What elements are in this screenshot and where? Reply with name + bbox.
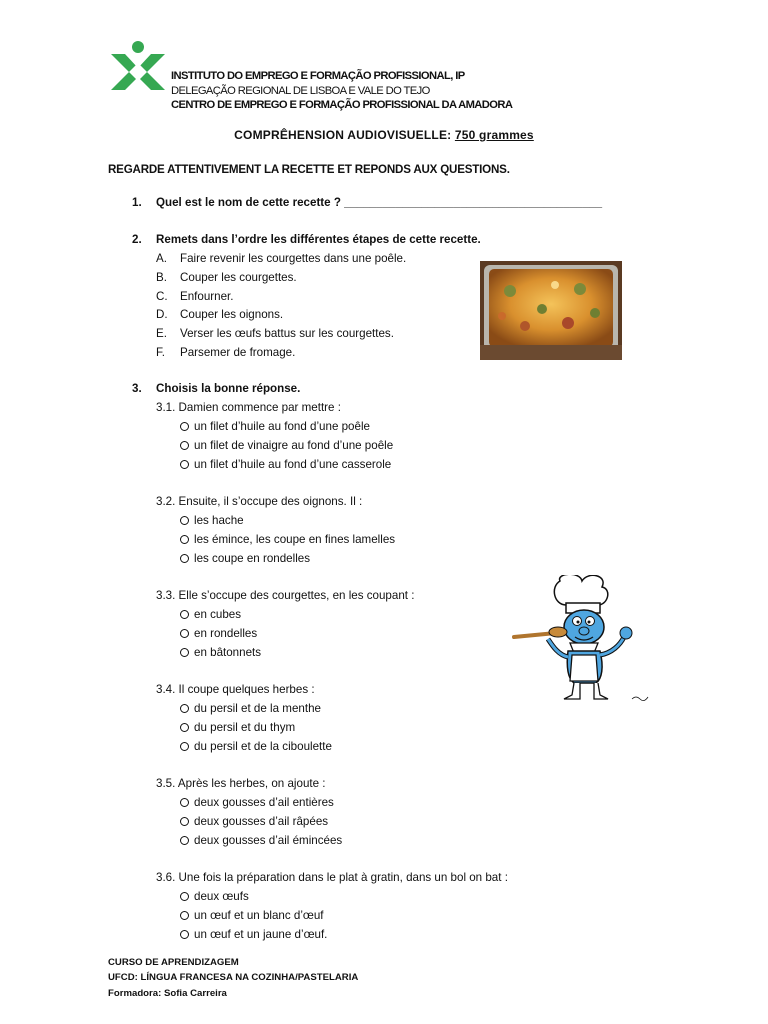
- footer-course: CURSO DE APRENDIZAGEM: [108, 957, 239, 968]
- gratin-photo: [480, 261, 622, 360]
- radio-circle-icon: [180, 817, 189, 826]
- question-number: 1.: [132, 196, 142, 209]
- list-item: E. Verser les œufs battus sur les courgettes.: [156, 327, 394, 340]
- list-item: D. Couper les oignons.: [156, 308, 284, 321]
- radio-circle-icon: [180, 516, 189, 525]
- choice-option[interactable]: deux gousses d’ail entières: [180, 796, 334, 809]
- question-number: 3.: [132, 382, 142, 395]
- radio-circle-icon: [180, 629, 189, 638]
- choice-option[interactable]: du persil et de la menthe: [180, 702, 321, 715]
- radio-circle-icon: [180, 610, 189, 619]
- choice-option[interactable]: en rondelles: [180, 627, 257, 640]
- question-number: 2.: [132, 233, 142, 246]
- institute-name: INSTITUTO DO EMPREGO E FORMAÇÃO PROFISSIONAL, IP: [171, 70, 465, 82]
- iefp-logo-icon: [109, 40, 167, 92]
- radio-circle-icon: [180, 648, 189, 657]
- title-prefix: COMPRÊHENSION AUDIOVISUELLE:: [234, 128, 452, 142]
- choice-option[interactable]: les hache: [180, 514, 244, 527]
- choice-option[interactable]: un œuf et un jaune d’œuf.: [180, 928, 327, 941]
- training-center: CENTRO DE EMPREGO E FORMAÇÃO PROFISSIONAL DA AMADORA: [171, 99, 513, 111]
- choice-option[interactable]: en cubes: [180, 608, 241, 621]
- choice-option[interactable]: deux gousses d’ail râpées: [180, 815, 328, 828]
- radio-circle-icon: [180, 911, 189, 920]
- choice-option[interactable]: du persil et de la ciboulette: [180, 740, 332, 753]
- chef-smurf-illustration: [508, 575, 658, 710]
- radio-circle-icon: [180, 836, 189, 845]
- page-title: [0, 128, 768, 142]
- regional-delegation: DELEGAÇÃO REGIONAL DE LISBOA E VALE DO TEJO: [171, 85, 430, 97]
- list-item: F. Parsemer de fromage.: [156, 346, 296, 359]
- radio-circle-icon: [180, 554, 189, 563]
- question-text: Choisis la bonne réponse.: [156, 382, 301, 395]
- radio-circle-icon: [180, 422, 189, 431]
- choice-option[interactable]: deux œufs: [180, 890, 249, 903]
- question-text: Quel est le nom de cette recette ? ________________________________________: [156, 196, 603, 209]
- choice-option[interactable]: un œuf et un blanc d’œuf: [180, 909, 324, 922]
- choice-option[interactable]: en bâtonnets: [180, 646, 261, 659]
- sub-question-3-2: 3.2. Ensuite, il s’occupe des oignons. Il :: [156, 495, 363, 508]
- radio-circle-icon: [180, 460, 189, 469]
- sub-question-3-1: 3.1. Damien commence par mettre :: [156, 401, 341, 414]
- radio-circle-icon: [180, 798, 189, 807]
- question-text: Remets dans l’ordre les différentes étapes de cette recette.: [156, 233, 481, 246]
- list-item: A. Faire revenir les courgettes dans une poêle.: [156, 252, 407, 265]
- radio-circle-icon: [180, 742, 189, 751]
- radio-circle-icon: [180, 535, 189, 544]
- choice-option[interactable]: un filet de vinaigre au fond d’une poêle: [180, 439, 393, 452]
- choice-option[interactable]: un filet d’huile au fond d’une poêle: [180, 420, 370, 433]
- sub-question-3-4: 3.4. Il coupe quelques herbes :: [156, 683, 315, 696]
- choice-option[interactable]: les émince, les coupe en fines lamelles: [180, 533, 395, 546]
- radio-circle-icon: [180, 441, 189, 450]
- choice-option[interactable]: deux gousses d’ail émincées: [180, 834, 342, 847]
- choice-option[interactable]: du persil et du thym: [180, 721, 295, 734]
- radio-circle-icon: [180, 892, 189, 901]
- list-item: B. Couper les courgettes.: [156, 271, 297, 284]
- radio-circle-icon: [180, 723, 189, 732]
- title-source: 750 grammes: [454, 128, 534, 142]
- choice-option[interactable]: les coupe en rondelles: [180, 552, 310, 565]
- instruction: REGARDE ATTENTIVEMENT LA RECETTE ET REPONDS AUX QUESTIONS.: [108, 163, 510, 176]
- sub-question-3-6: 3.6. Une fois la préparation dans le plat à gratin, dans un bol on bat :: [156, 871, 508, 884]
- radio-circle-icon: [180, 930, 189, 939]
- footer-trainer: Formadora: Sofia Carreira: [108, 988, 227, 999]
- choice-option[interactable]: un filet d’huile au fond d’une casserole: [180, 458, 391, 471]
- sub-question-3-5: 3.5. Après les herbes, on ajoute :: [156, 777, 326, 790]
- list-item: C. Enfourner.: [156, 290, 234, 303]
- sub-question-3-3: 3.3. Elle s’occupe des courgettes, en les coupant :: [156, 589, 415, 602]
- radio-circle-icon: [180, 704, 189, 713]
- footer-ufcd: UFCD: LÍNGUA FRANCESA NA COZINHA/PASTELARIA: [108, 972, 359, 983]
